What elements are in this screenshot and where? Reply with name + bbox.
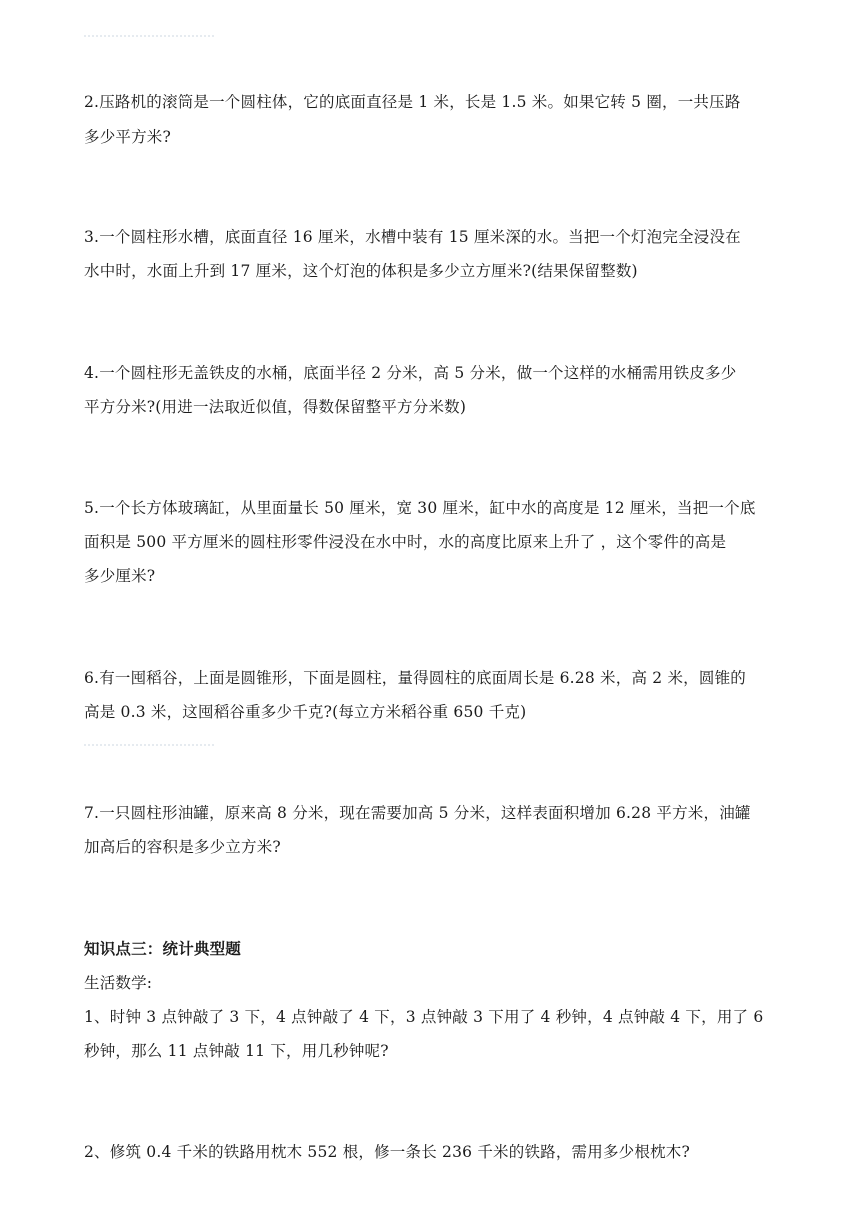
faint-watermark-line — [84, 35, 214, 37]
problem-5-line-2: 面积是 500 平方厘米的圆柱形零件浸没在水中时，水的高度比原来上升了 ，这个零件的高是 — [84, 533, 727, 551]
problem-5-line-1: 5.一个长方体玻璃缸，从里面量长 50 厘米，宽 30 厘米，缸中水的高度是 12 厘米，当把一个底 — [84, 499, 756, 517]
problem-5-line-3: 多少厘米? — [84, 567, 156, 585]
question-2-line-1: 2、修筑 0.4 千米的铁路用枕木 552 根，修一条长 236 千米的铁路，需用多少根枕木? — [84, 1143, 690, 1161]
problem-7-line-1: 7.一只圆柱形油罐，原来高 8 分米，现在需要加高 5 分米，这样表面积增加 6.28 平方米，油罐 — [84, 804, 751, 822]
faint-watermark-line — [84, 744, 214, 746]
problem-6-line-2: 高是 0.3 米，这囤稻谷重多少千克?(每立方米稻谷重 650 千克) — [84, 703, 527, 721]
question-1-line-2: 秒钟，那么 11 点钟敲 11 下，用几秒钟呢? — [84, 1042, 389, 1060]
problem-4-line-1: 4.一个圆柱形无盖铁皮的水桶，底面半径 2 分米，高 5 分米，做一个这样的水桶需用铁皮多少 — [84, 364, 737, 382]
section-subheading: 生活数学: — [84, 974, 153, 992]
problem-7-line-2: 加高后的容积是多少立方米? — [84, 838, 281, 856]
section-heading: 知识点三：统计典型题 — [84, 939, 242, 958]
problem-3-line-1: 3.一个圆柱形水槽，底面直径 16 厘米，水槽中装有 15 厘米深的水。当把一个灯泡完全浸没在 — [84, 228, 741, 246]
problem-4-line-2: 平方分米?(用进一法取近似值，得数保留整平方分米数) — [84, 398, 467, 416]
problem-3-line-2: 水中时，水面上升到 17 厘米，这个灯泡的体积是多少立方厘米?(结果保留整数) — [84, 262, 638, 280]
question-1-line-1: 1、时钟 3 点钟敲了 3 下，4 点钟敲了 4 下，3 点钟敲 3 下用了 4 秒钟，4 点钟敲 4 下，用了 6 — [84, 1008, 764, 1026]
problem-2-line-2: 多少平方米? — [84, 128, 172, 146]
problem-6-line-1: 6.有一囤稻谷，上面是圆锥形，下面是圆柱，量得圆柱的底面周长是 6.28 米，高 2 米，圆锥的 — [84, 669, 746, 687]
problem-2-line-1: 2.压路机的滚筒是一个圆柱体，它的底面直径是 1 米，长是 1.5 米。如果它转 5 圈，一共压路 — [84, 93, 741, 111]
